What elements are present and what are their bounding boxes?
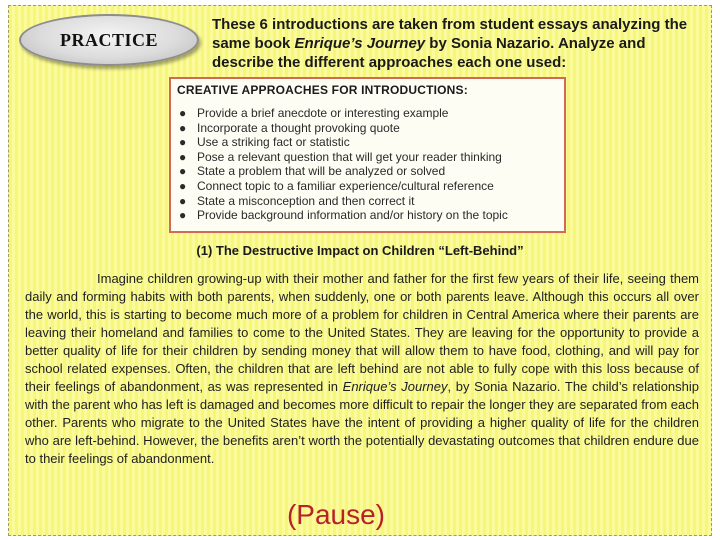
approach-item-label: Pose a relevant question that will get your reader thinking bbox=[197, 149, 502, 164]
bullet-icon: ● bbox=[179, 208, 187, 223]
approaches-list bbox=[177, 106, 556, 223]
practice-badge: PRACTICE bbox=[19, 14, 199, 66]
approach-item bbox=[177, 164, 556, 179]
bullet-icon: ● bbox=[179, 164, 187, 179]
bullet-icon: ● bbox=[179, 120, 187, 135]
essay-title: (1) The Destructive Impact on Children “Left-Behind” bbox=[196, 243, 524, 258]
bullet-icon: ● bbox=[179, 178, 187, 193]
approach-item-label: Provide background information and/or history on the topic bbox=[197, 208, 508, 223]
instructions-book-title: Enrique’s Journey bbox=[294, 35, 426, 52]
bullet-icon: ● bbox=[179, 135, 187, 150]
approach-item-label: Connect topic to a familiar experience/cultural reference bbox=[197, 178, 494, 193]
approaches-box bbox=[169, 77, 566, 233]
approach-item bbox=[177, 150, 556, 165]
instructions-before: These 6 introductions are taken from student essays analyzing the same book bbox=[212, 16, 688, 52]
pause-label: (Pause) bbox=[286, 499, 386, 530]
bullet-icon: ● bbox=[179, 106, 187, 120]
essay-text-part-2: , by Sonia Nazario. The child’s relationship with the parent who has left is damaged and becomes more difficult to repair the longer they are separated from each other. Parents who migrate to the United States have the intent of providing a higher quality of life for the children who are left-behind. However, the benefits aren’t worth the potentially devastating outcomes that children endure due to their feelings of abandonment. bbox=[25, 379, 699, 466]
approach-item-label: State a misconception and then correct it bbox=[197, 193, 415, 208]
approach-item-label: Provide a brief anecdote or interesting example bbox=[197, 106, 449, 120]
approaches-title: CREATIVE APPROACHES FOR INTRODUCTIONS: bbox=[177, 83, 468, 97]
approach-item-label: State a problem that will be analyzed or solved bbox=[197, 164, 446, 179]
essay-paragraph bbox=[25, 270, 699, 468]
approach-item bbox=[177, 208, 556, 223]
bullet-icon: ● bbox=[179, 193, 187, 208]
approach-item bbox=[177, 121, 556, 136]
instructions-text bbox=[212, 15, 707, 72]
approach-item bbox=[177, 194, 556, 209]
approach-item bbox=[177, 179, 556, 194]
essay-text-part-1: Imagine children growing-up with their mother and father for the first few years of their life, seeing them daily and forming habits with both parents, when suddenly, one or both parents leave. Although this occurs all over the world, this is starting to become much more of a problem for children in Central America where their parents are leaving their homeland and families to come to the United States. They are leaving for the opportunity to provide a better quality of life for their children by sending money that will allow them to have food, clothing, and will pay for school related expenses. Often, the children that are left behind are not able to fully cope with this loss because of their feelings of abandonment, as was represented in bbox=[25, 271, 699, 394]
approach-item bbox=[177, 106, 556, 121]
approach-item-label: Use a striking fact or statistic bbox=[197, 135, 350, 150]
approach-item bbox=[177, 135, 556, 150]
essay-book-title: Enrique’s Journey bbox=[342, 379, 448, 394]
instructions-after: by Sonia Nazario. Analyze and describe the different approaches each one used: bbox=[212, 35, 646, 71]
approach-item-label: Incorporate a thought provoking quote bbox=[197, 120, 400, 135]
bullet-icon: ● bbox=[179, 149, 187, 164]
